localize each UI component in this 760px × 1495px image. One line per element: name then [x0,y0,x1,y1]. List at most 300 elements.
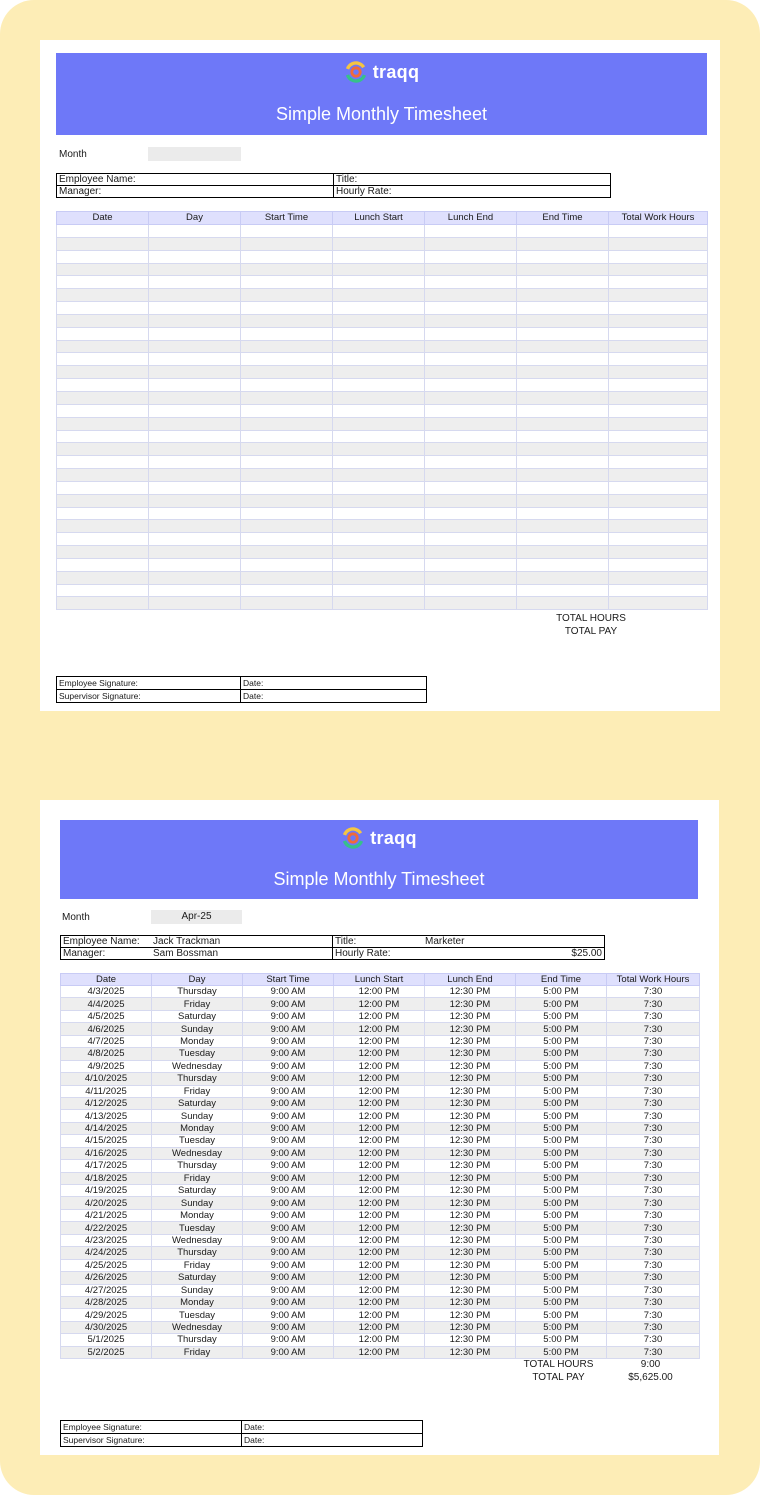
cell-lunch-start[interactable]: 12:00 PM [334,998,425,1010]
cell-date[interactable]: 4/10/2025 [61,1073,152,1085]
cell-lunch-end[interactable] [425,404,517,417]
cell-day[interactable]: Monday [152,1209,243,1221]
cell-total-work-hours[interactable]: 7:30 [607,1321,700,1333]
cell-lunch-end[interactable] [425,366,517,379]
cell-day[interactable] [149,276,241,289]
cell-end-time[interactable] [517,404,609,417]
cell-total-work-hours[interactable] [609,391,708,404]
cell-lunch-end[interactable]: 12:30 PM [425,1147,516,1159]
cell-end-time[interactable] [517,558,609,571]
cell-lunch-start[interactable] [333,533,425,546]
cell-date[interactable]: 5/2/2025 [61,1346,152,1358]
cell-date[interactable]: 4/14/2025 [61,1122,152,1134]
cell-total-work-hours[interactable]: 7:30 [607,1122,700,1134]
cell-lunch-end[interactable]: 12:30 PM [425,1259,516,1271]
cell-day[interactable] [149,558,241,571]
cell-lunch-start[interactable]: 12:00 PM [334,1035,425,1047]
cell-lunch-end[interactable]: 12:30 PM [425,1346,516,1358]
cell-total-work-hours[interactable] [609,314,708,327]
cell-start-time[interactable]: 9:00 AM [243,1085,334,1097]
cell-day[interactable]: Saturday [152,1185,243,1197]
cell-start-time[interactable]: 9:00 AM [243,1346,334,1358]
cell-start-time[interactable]: 9:00 AM [243,998,334,1010]
cell-end-time[interactable] [517,520,609,533]
cell-total-work-hours[interactable] [609,546,708,559]
cell-day[interactable] [149,469,241,482]
cell-lunch-end[interactable] [425,237,517,250]
hourly-rate-field[interactable] [334,186,611,198]
cell-lunch-end[interactable]: 12:30 PM [425,1197,516,1209]
cell-date[interactable]: 4/25/2025 [61,1259,152,1271]
manager-field[interactable] [57,186,334,198]
cell-total-work-hours[interactable] [609,366,708,379]
cell-date[interactable]: 4/29/2025 [61,1309,152,1321]
cell-lunch-end[interactable] [425,289,517,302]
cell-day[interactable] [149,533,241,546]
cell-start-time[interactable] [241,340,333,353]
cell-lunch-end[interactable] [425,481,517,494]
cell-total-work-hours[interactable] [609,237,708,250]
cell-date[interactable]: 4/15/2025 [61,1135,152,1147]
cell-date[interactable]: 4/28/2025 [61,1296,152,1308]
cell-date[interactable]: 4/5/2025 [61,1010,152,1022]
cell-start-time[interactable] [241,302,333,315]
cell-lunch-end[interactable]: 12:30 PM [425,1160,516,1172]
cell-lunch-end[interactable]: 12:30 PM [425,1135,516,1147]
cell-total-work-hours[interactable] [609,327,708,340]
cell-total-work-hours[interactable]: 7:30 [607,1010,700,1022]
cell-start-time[interactable]: 9:00 AM [243,1172,334,1184]
month-field[interactable]: Apr-25 [151,910,242,924]
cell-day[interactable]: Friday [152,998,243,1010]
cell-lunch-end[interactable] [425,250,517,263]
cell-lunch-end[interactable]: 12:30 PM [425,1309,516,1321]
cell-start-time[interactable] [241,225,333,238]
employee-signature-date-field[interactable] [241,677,427,690]
cell-end-time[interactable]: 5:00 PM [516,1334,607,1346]
cell-date[interactable] [57,276,149,289]
cell-start-time[interactable] [241,276,333,289]
cell-day[interactable] [149,584,241,597]
cell-start-time[interactable]: 9:00 AM [243,1234,334,1246]
cell-day[interactable]: Saturday [152,1097,243,1109]
cell-total-work-hours[interactable] [609,520,708,533]
cell-end-time[interactable]: 5:00 PM [516,1284,607,1296]
cell-day[interactable]: Wednesday [152,1060,243,1072]
cell-day[interactable]: Tuesday [152,1309,243,1321]
cell-day[interactable]: Friday [152,1259,243,1271]
cell-end-time[interactable] [517,263,609,276]
cell-total-work-hours[interactable] [609,558,708,571]
cell-total-work-hours[interactable] [609,302,708,315]
cell-end-time[interactable]: 5:00 PM [516,1272,607,1284]
cell-end-time[interactable] [517,302,609,315]
cell-end-time[interactable] [517,507,609,520]
cell-date[interactable] [57,430,149,443]
cell-lunch-start[interactable] [333,558,425,571]
cell-total-work-hours[interactable]: 7:30 [607,1334,700,1346]
cell-lunch-end[interactable] [425,443,517,456]
cell-day[interactable]: Saturday [152,1272,243,1284]
cell-end-time[interactable]: 5:00 PM [516,1185,607,1197]
cell-start-time[interactable]: 9:00 AM [243,1209,334,1221]
cell-total-work-hours[interactable]: 7:30 [607,1085,700,1097]
cell-start-time[interactable] [241,314,333,327]
cell-day[interactable]: Tuesday [152,1135,243,1147]
cell-total-work-hours[interactable]: 7:30 [607,1110,700,1122]
cell-lunch-start[interactable]: 12:00 PM [334,1135,425,1147]
cell-lunch-start[interactable]: 12:00 PM [334,1321,425,1333]
cell-lunch-start[interactable] [333,302,425,315]
cell-date[interactable]: 4/18/2025 [61,1172,152,1184]
cell-lunch-start[interactable] [333,314,425,327]
cell-start-time[interactable]: 9:00 AM [243,1296,334,1308]
cell-lunch-end[interactable]: 12:30 PM [425,1060,516,1072]
cell-lunch-start[interactable]: 12:00 PM [334,1197,425,1209]
cell-start-time[interactable]: 9:00 AM [243,1073,334,1085]
cell-lunch-end[interactable] [425,430,517,443]
cell-end-time[interactable] [517,225,609,238]
cell-lunch-start[interactable]: 12:00 PM [334,1185,425,1197]
cell-start-time[interactable]: 9:00 AM [243,1010,334,1022]
cell-total-work-hours[interactable]: 7:30 [607,1160,700,1172]
cell-day[interactable]: Wednesday [152,1234,243,1246]
cell-lunch-start[interactable] [333,391,425,404]
cell-total-work-hours[interactable]: 7:30 [607,1284,700,1296]
cell-start-time[interactable]: 9:00 AM [243,1097,334,1109]
cell-day[interactable] [149,250,241,263]
cell-start-time[interactable] [241,391,333,404]
cell-total-work-hours[interactable]: 7:30 [607,1222,700,1234]
cell-total-work-hours[interactable] [609,250,708,263]
cell-day[interactable]: Friday [152,1085,243,1097]
cell-total-work-hours[interactable]: 7:30 [607,1060,700,1072]
cell-end-time[interactable] [517,443,609,456]
cell-date[interactable] [57,340,149,353]
cell-end-time[interactable]: 5:00 PM [516,1110,607,1122]
cell-total-work-hours[interactable] [609,456,708,469]
cell-date[interactable]: 4/12/2025 [61,1097,152,1109]
cell-start-time[interactable]: 9:00 AM [243,1247,334,1259]
cell-start-time[interactable]: 9:00 AM [243,1147,334,1159]
cell-lunch-end[interactable] [425,520,517,533]
cell-date[interactable] [57,597,149,610]
cell-start-time[interactable]: 9:00 AM [243,1135,334,1147]
cell-lunch-end[interactable] [425,597,517,610]
cell-day[interactable]: Sunday [152,1197,243,1209]
cell-total-work-hours[interactable]: 7:30 [607,1272,700,1284]
cell-date[interactable] [57,327,149,340]
cell-date[interactable] [57,314,149,327]
cell-date[interactable]: 4/13/2025 [61,1110,152,1122]
cell-end-time[interactable]: 5:00 PM [516,1085,607,1097]
cell-lunch-end[interactable] [425,558,517,571]
cell-start-time[interactable]: 9:00 AM [243,1321,334,1333]
cell-date[interactable] [57,469,149,482]
cell-lunch-start[interactable] [333,353,425,366]
cell-total-work-hours[interactable] [609,507,708,520]
cell-lunch-start[interactable] [333,366,425,379]
cell-lunch-start[interactable] [333,469,425,482]
supervisor-signature-date-field[interactable] [242,1434,423,1447]
cell-day[interactable]: Sunday [152,1023,243,1035]
cell-total-work-hours[interactable]: 7:30 [607,1135,700,1147]
cell-lunch-end[interactable] [425,417,517,430]
cell-date[interactable] [57,353,149,366]
cell-start-time[interactable]: 9:00 AM [243,1309,334,1321]
cell-total-work-hours[interactable] [609,571,708,584]
cell-day[interactable]: Friday [152,1346,243,1358]
cell-lunch-start[interactable]: 12:00 PM [334,1272,425,1284]
cell-day[interactable]: Thursday [152,1073,243,1085]
cell-start-time[interactable]: 9:00 AM [243,986,334,998]
cell-day[interactable]: Tuesday [152,1048,243,1060]
cell-start-time[interactable] [241,289,333,302]
cell-lunch-start[interactable] [333,443,425,456]
supervisor-signature-field[interactable] [57,690,241,703]
cell-start-time[interactable] [241,546,333,559]
cell-total-work-hours[interactable]: 7:30 [607,1234,700,1246]
cell-total-work-hours[interactable] [609,404,708,417]
cell-end-time[interactable] [517,469,609,482]
cell-lunch-end[interactable]: 12:30 PM [425,1209,516,1221]
cell-start-time[interactable] [241,456,333,469]
cell-total-work-hours[interactable]: 7:30 [607,1247,700,1259]
cell-day[interactable] [149,404,241,417]
cell-date[interactable] [57,456,149,469]
cell-end-time[interactable] [517,327,609,340]
cell-end-time[interactable] [517,353,609,366]
cell-start-time[interactable]: 9:00 AM [243,1122,334,1134]
cell-day[interactable] [149,263,241,276]
cell-day[interactable]: Thursday [152,1247,243,1259]
cell-day[interactable] [149,417,241,430]
cell-day[interactable]: Wednesday [152,1147,243,1159]
cell-end-time[interactable]: 5:00 PM [516,1048,607,1060]
cell-start-time[interactable] [241,263,333,276]
cell-day[interactable]: Thursday [152,1160,243,1172]
cell-end-time[interactable] [517,584,609,597]
cell-start-time[interactable]: 9:00 AM [243,1197,334,1209]
cell-start-time[interactable] [241,250,333,263]
cell-end-time[interactable]: 5:00 PM [516,1222,607,1234]
cell-lunch-end[interactable]: 12:30 PM [425,1110,516,1122]
cell-total-work-hours[interactable]: 7:30 [607,1035,700,1047]
cell-end-time[interactable]: 5:00 PM [516,1097,607,1109]
employee-signature-field[interactable] [61,1421,242,1434]
cell-day[interactable]: Friday [152,1172,243,1184]
cell-end-time[interactable] [517,571,609,584]
cell-lunch-start[interactable]: 12:00 PM [334,1085,425,1097]
cell-lunch-end[interactable]: 12:30 PM [425,1334,516,1346]
cell-date[interactable]: 4/23/2025 [61,1234,152,1246]
cell-lunch-end[interactable]: 12:30 PM [425,1172,516,1184]
cell-lunch-start[interactable] [333,379,425,392]
cell-day[interactable]: Saturday [152,1010,243,1022]
cell-lunch-end[interactable]: 12:30 PM [425,1097,516,1109]
cell-date[interactable] [57,507,149,520]
cell-day[interactable] [149,379,241,392]
cell-lunch-end[interactable]: 12:30 PM [425,1222,516,1234]
supervisor-signature-field[interactable] [61,1434,242,1447]
cell-lunch-start[interactable] [333,276,425,289]
cell-day[interactable] [149,314,241,327]
cell-lunch-end[interactable]: 12:30 PM [425,1185,516,1197]
cell-lunch-start[interactable] [333,340,425,353]
cell-total-work-hours[interactable] [609,353,708,366]
cell-day[interactable]: Tuesday [152,1222,243,1234]
cell-day[interactable]: Monday [152,1122,243,1134]
cell-end-time[interactable] [517,237,609,250]
cell-day[interactable] [149,546,241,559]
cell-lunch-end[interactable] [425,314,517,327]
cell-day[interactable] [149,597,241,610]
cell-lunch-start[interactable]: 12:00 PM [334,1023,425,1035]
cell-day[interactable] [149,494,241,507]
cell-lunch-end[interactable]: 12:30 PM [425,998,516,1010]
cell-end-time[interactable]: 5:00 PM [516,1346,607,1358]
cell-lunch-start[interactable]: 12:00 PM [334,1048,425,1060]
cell-lunch-end[interactable] [425,276,517,289]
cell-total-work-hours[interactable]: 7:30 [607,1023,700,1035]
cell-start-time[interactable]: 9:00 AM [243,1185,334,1197]
cell-date[interactable]: 4/30/2025 [61,1321,152,1333]
cell-day[interactable] [149,507,241,520]
cell-total-work-hours[interactable] [609,584,708,597]
cell-total-work-hours[interactable] [609,494,708,507]
cell-lunch-start[interactable]: 12:00 PM [334,1172,425,1184]
cell-day[interactable] [149,225,241,238]
cell-lunch-start[interactable]: 12:00 PM [334,1110,425,1122]
cell-date[interactable]: 4/8/2025 [61,1048,152,1060]
cell-day[interactable]: Thursday [152,986,243,998]
cell-date[interactable]: 4/7/2025 [61,1035,152,1047]
cell-date[interactable]: 4/16/2025 [61,1147,152,1159]
cell-date[interactable] [57,481,149,494]
cell-end-time[interactable]: 5:00 PM [516,986,607,998]
cell-lunch-start[interactable]: 12:00 PM [334,1247,425,1259]
cell-day[interactable]: Wednesday [152,1321,243,1333]
title-field[interactable] [334,174,611,186]
cell-end-time[interactable] [517,417,609,430]
cell-end-time[interactable] [517,289,609,302]
cell-lunch-start[interactable]: 12:00 PM [334,986,425,998]
cell-lunch-start[interactable] [333,237,425,250]
cell-start-time[interactable] [241,379,333,392]
cell-start-time[interactable] [241,507,333,520]
cell-start-time[interactable] [241,584,333,597]
cell-lunch-end[interactable]: 12:30 PM [425,1284,516,1296]
cell-total-work-hours[interactable] [609,430,708,443]
cell-start-time[interactable] [241,558,333,571]
cell-lunch-start[interactable]: 12:00 PM [334,1284,425,1296]
cell-end-time[interactable]: 5:00 PM [516,1309,607,1321]
cell-date[interactable] [57,366,149,379]
cell-day[interactable]: Monday [152,1296,243,1308]
cell-end-time[interactable]: 5:00 PM [516,1172,607,1184]
cell-start-time[interactable]: 9:00 AM [243,1222,334,1234]
cell-end-time[interactable] [517,597,609,610]
cell-date[interactable]: 4/26/2025 [61,1272,152,1284]
cell-start-time[interactable] [241,469,333,482]
cell-lunch-start[interactable]: 12:00 PM [334,1122,425,1134]
cell-day[interactable] [149,289,241,302]
cell-end-time[interactable]: 5:00 PM [516,1073,607,1085]
cell-end-time[interactable] [517,533,609,546]
cell-start-time[interactable]: 9:00 AM [243,1160,334,1172]
cell-lunch-end[interactable] [425,391,517,404]
cell-total-work-hours[interactable]: 7:30 [607,986,700,998]
cell-total-work-hours[interactable]: 7:30 [607,998,700,1010]
cell-date[interactable]: 4/17/2025 [61,1160,152,1172]
cell-total-work-hours[interactable]: 7:30 [607,1296,700,1308]
cell-day[interactable] [149,366,241,379]
cell-lunch-start[interactable] [333,263,425,276]
cell-lunch-start[interactable]: 12:00 PM [334,1209,425,1221]
cell-start-time[interactable] [241,494,333,507]
cell-end-time[interactable]: 5:00 PM [516,1234,607,1246]
cell-end-time[interactable] [517,481,609,494]
cell-end-time[interactable]: 5:00 PM [516,1197,607,1209]
cell-date[interactable] [57,443,149,456]
cell-start-time[interactable]: 9:00 AM [243,1048,334,1060]
cell-lunch-start[interactable] [333,327,425,340]
cell-lunch-start[interactable]: 12:00 PM [334,1222,425,1234]
cell-day[interactable]: Sunday [152,1284,243,1296]
cell-total-work-hours[interactable]: 7:30 [607,1309,700,1321]
cell-start-time[interactable] [241,597,333,610]
cell-total-work-hours[interactable] [609,597,708,610]
cell-lunch-end[interactable] [425,225,517,238]
cell-start-time[interactable] [241,237,333,250]
cell-end-time[interactable]: 5:00 PM [516,1160,607,1172]
cell-start-time[interactable] [241,366,333,379]
cell-total-work-hours[interactable]: 7:30 [607,1048,700,1060]
cell-date[interactable] [57,520,149,533]
cell-start-time[interactable]: 9:00 AM [243,1110,334,1122]
cell-date[interactable] [57,263,149,276]
cell-lunch-start[interactable] [333,289,425,302]
cell-lunch-start[interactable]: 12:00 PM [334,1259,425,1271]
cell-lunch-start[interactable] [333,571,425,584]
cell-day[interactable]: Monday [152,1035,243,1047]
cell-lunch-end[interactable]: 12:30 PM [425,1023,516,1035]
cell-start-time[interactable] [241,327,333,340]
cell-date[interactable]: 4/22/2025 [61,1222,152,1234]
cell-lunch-end[interactable]: 12:30 PM [425,986,516,998]
cell-date[interactable]: 4/6/2025 [61,1023,152,1035]
cell-day[interactable] [149,327,241,340]
cell-date[interactable] [57,237,149,250]
cell-end-time[interactable]: 5:00 PM [516,1060,607,1072]
cell-date[interactable] [57,302,149,315]
cell-end-time[interactable]: 5:00 PM [516,1321,607,1333]
cell-end-time[interactable] [517,379,609,392]
cell-end-time[interactable] [517,430,609,443]
cell-end-time[interactable] [517,456,609,469]
cell-day[interactable] [149,456,241,469]
cell-lunch-start[interactable] [333,430,425,443]
cell-lunch-start[interactable]: 12:00 PM [334,1060,425,1072]
cell-lunch-end[interactable] [425,507,517,520]
cell-date[interactable]: 5/1/2025 [61,1334,152,1346]
cell-total-work-hours[interactable]: 7:30 [607,1346,700,1358]
cell-start-time[interactable] [241,417,333,430]
cell-total-work-hours[interactable] [609,340,708,353]
cell-lunch-end[interactable] [425,340,517,353]
cell-total-work-hours[interactable] [609,469,708,482]
cell-lunch-end[interactable] [425,353,517,366]
